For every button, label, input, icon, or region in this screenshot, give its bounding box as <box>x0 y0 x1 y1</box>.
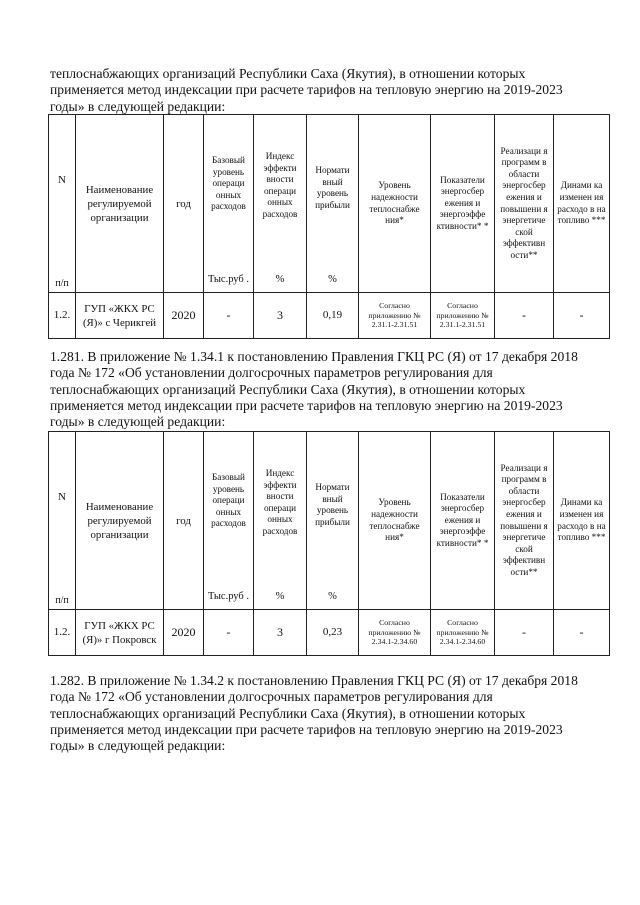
text-line: года № 172 «Об установлении долгосрочных параметров регулирования для <box>50 365 493 381</box>
base-value: - <box>204 293 254 339</box>
col-norm-header: Нормати вный уровень прибыли % <box>307 432 359 610</box>
energy-value: Согласно приложению № 2.31.1-2.31.51 <box>431 293 495 339</box>
col-reliability-header: Уровень надежности теплоснабже ния* <box>359 115 431 293</box>
col-base-header: Базовый уровень операци онных расходов Тыс.руб . <box>204 432 254 610</box>
programs-value: - <box>495 610 554 656</box>
text-line: 1.282. В приложение № 1.34.2 к постановлению Правления ГКЦ РС (Я) от 17 декабря 2018 <box>50 673 578 688</box>
col-energy-header: Показатели энергосбер ежения и энергоэффе ктивности* * <box>431 115 495 293</box>
col-year-header: год <box>164 115 204 293</box>
col-programs-header: Реализаци я программ в области энергосбер ежения и повышени я энергетиче ской эффективн ости** <box>495 115 554 293</box>
col-name-header: Наименование регулируемой организации <box>76 432 164 610</box>
intro-paragraph <box>50 66 610 115</box>
year-value: 2020 <box>164 293 204 339</box>
fuel-value: - <box>554 293 610 339</box>
text-line: применяется метод индексации при расчете тарифов на тепловую энергию на 2019-2023 <box>50 721 563 737</box>
tariff-params-table-1 <box>48 114 610 339</box>
norm-value: 0,19 <box>307 293 359 339</box>
text-line: применяется метод индексации при расчете тарифов на тепловую энергию на 2019-2023 <box>50 82 563 98</box>
col-norm-header: Нормати вный уровень прибыли % <box>307 115 359 293</box>
text-line: годы» в следующей редакции: <box>50 414 226 430</box>
col-energy-header: Показатели энергосбер ежения и энергоэффе ктивности* * <box>431 432 495 610</box>
text-line: 1.281. В приложение № 1.34.1 к постановлению Правления ГКЦ РС (Я) от 17 декабря 2018 <box>50 349 578 364</box>
table-row <box>49 293 610 339</box>
col-n-header: N п/п <box>49 432 76 610</box>
col-fuel-header: Динами ка изменен ия расходо в на топливо *** <box>554 432 610 610</box>
col-year-header: год <box>164 432 204 610</box>
reliability-value: Согласно приложению № 2.34.1-2.34.60 <box>359 610 431 656</box>
org-name: ГУП «ЖКХ РС (Я)» с Черикгей <box>76 293 164 339</box>
text-line: теплоснабжающих организаций Республики Саха (Якутия), в отношении которых <box>50 705 526 721</box>
col-index-header: Индекс эффекти вности операци онных расходов % <box>254 432 307 610</box>
col-programs-header: Реализаци я программ в области энергосбер ежения и повышени я энергетиче ской эффективн ости** <box>495 432 554 610</box>
col-base-header: Базовый уровень операци онных расходов Тыс.руб . <box>204 115 254 293</box>
reliability-value: Согласно приложению № 2.31.1-2.31.51 <box>359 293 431 339</box>
norm-value: 0,23 <box>307 610 359 656</box>
col-fuel-header: Динами ка изменен ия расходо в на топливо *** <box>554 115 610 293</box>
text-line: теплоснабжающих организаций Республики Саха (Якутия), в отношении которых <box>50 66 526 81</box>
tariff-params-table-2 <box>48 431 610 656</box>
energy-value: Согласно приложению № 2.34.1-2.34.60 <box>431 610 495 656</box>
section-1-281-paragraph <box>50 349 610 430</box>
col-index-header: Индекс эффекти вности операци онных расходов % <box>254 115 307 293</box>
base-value: - <box>204 610 254 656</box>
index-value: 3 <box>254 610 307 656</box>
year-value: 2020 <box>164 610 204 656</box>
row-number: 1.2. <box>49 610 76 656</box>
programs-value: - <box>495 293 554 339</box>
text-line: годы» в следующей редакции: <box>50 738 226 754</box>
text-line: года № 172 «Об установлении долгосрочных параметров регулирования для <box>50 689 493 705</box>
header-row <box>49 115 610 293</box>
text-line: годы» в следующей редакции: <box>50 98 226 114</box>
section-1-282-paragraph <box>50 673 610 754</box>
index-value: 3 <box>254 293 307 339</box>
header-row <box>49 432 610 610</box>
row-number: 1.2. <box>49 293 76 339</box>
text-line: теплоснабжающих организаций Республики Саха (Якутия), в отношении которых <box>50 381 526 397</box>
org-name: ГУП «ЖКХ РС (Я)» г Покровск <box>76 610 164 656</box>
col-reliability-header: Уровень надежности теплоснабже ния* <box>359 432 431 610</box>
text-line: применяется метод индексации при расчете тарифов на тепловую энергию на 2019-2023 <box>50 397 563 413</box>
fuel-value: - <box>554 610 610 656</box>
table-row <box>49 610 610 656</box>
col-name-header: Наименование регулируемой организации <box>76 115 164 293</box>
col-n-header: N п/п <box>49 115 76 293</box>
